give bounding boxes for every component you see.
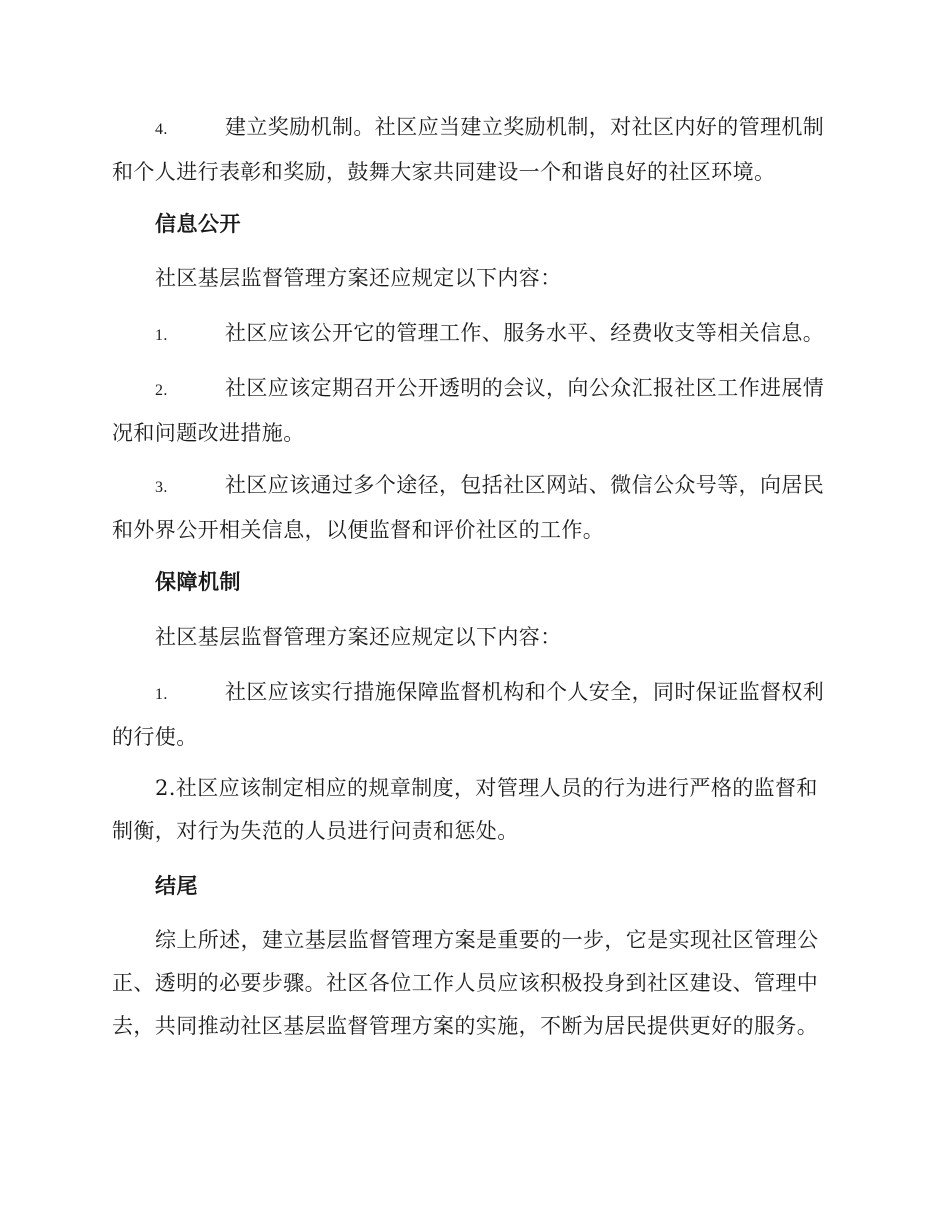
paragraph-ending: 综上所述，建立基层监督管理方案是重要的一步，它是实现社区管理公正、透明的必要步骤。社区各位工作人员应该积极投身到社区建设、管理中去，共同推动社区基层监督管理方案的实施，不断为居民提供更好的服务。 <box>112 928 819 1038</box>
list-number: 4. <box>155 121 168 138</box>
section-heading-guarantee: 保障机制 <box>155 570 241 594</box>
list-number: 2. <box>155 382 168 399</box>
list-item-info-1 <box>112 312 838 357</box>
list-item-info-2 <box>112 367 838 455</box>
section-intro-guarantee: 社区基层监督管理方案还应规定以下内容： <box>155 625 562 649</box>
section-heading-ending: 结尾 <box>155 874 198 898</box>
section-heading-info: 信息公开 <box>155 212 241 236</box>
list-item-info-3 <box>112 464 838 552</box>
section-intro-info: 社区基层监督管理方案还应规定以下内容： <box>155 266 562 290</box>
list-item-guarantee-1 <box>112 671 838 759</box>
list-text: 社区应该定期召开公开透明的会议，向公众汇报社区工作进展情况和问题改进措施。 <box>112 376 825 445</box>
list-number: 1. <box>155 686 168 703</box>
list-item-4 <box>112 106 838 194</box>
list-text: 社区应该公开它的管理工作、服务水平、经费收支等相关信息。 <box>225 321 825 345</box>
list-number: 3. <box>155 479 168 496</box>
list-number: 1. <box>155 327 168 344</box>
list-text: 建立奖励机制。社区应当建立奖励机制，对社区内好的管理机制和个人进行表彰和奖励，鼓舞大家共同建设一个和谐良好的社区环境。 <box>112 115 825 184</box>
list-text: 社区应该通过多个途径，包括社区网站、微信公众号等，向居民和外界公开相关信息，以便监督和评价社区的工作。 <box>112 473 825 542</box>
paragraph-guarantee-2: 2.社区应该制定相应的规章制度，对管理人员的行为进行严格的监督和制衡，对行为失范的人员进行问责和惩处。 <box>112 776 818 843</box>
list-text: 社区应该实行措施保障监督机构和个人安全，同时保证监督权利的行使。 <box>112 680 825 749</box>
